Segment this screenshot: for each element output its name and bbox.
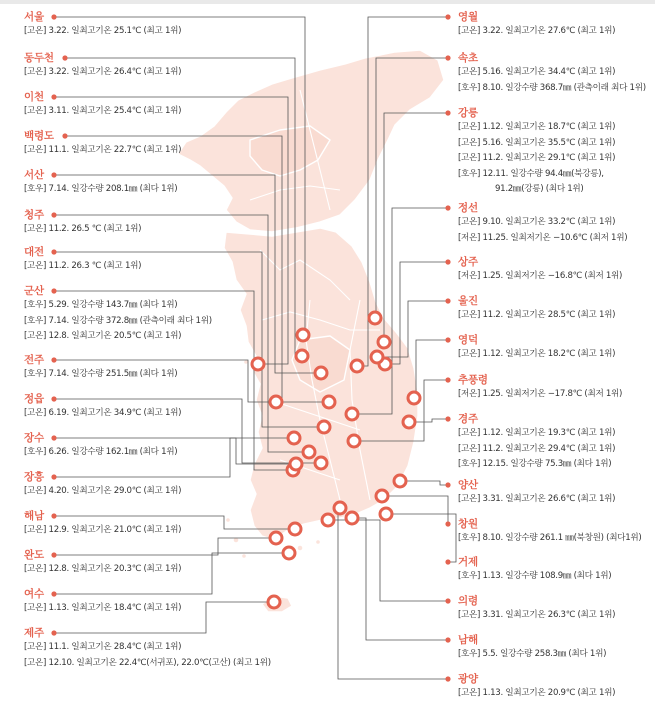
city-block-left-9: [24, 392, 181, 422]
city-block-left-3: [24, 129, 181, 159]
record-line: [호우] 8.10. 일강수량 368.7㎜ (관측이래 최다 1위): [458, 82, 646, 93]
city-block-left-2: [24, 90, 181, 120]
record-line: [고온] 11.1. 일최고기온 28.4℃ (최고 1위): [24, 642, 182, 652]
city-name: 해남: [24, 510, 44, 522]
city-location-ring: [296, 350, 308, 362]
record-line: [호우] 1.13. 일강수량 108.9㎜ (최다 1위): [458, 571, 612, 581]
city-name: 정선: [458, 202, 478, 214]
city-block-right-1: [458, 51, 646, 96]
record-line: [호우] 5.5. 일강수량 258.3㎜ (최다 1위): [458, 649, 607, 659]
city-name: 이천: [24, 91, 44, 103]
city-location-ring: [303, 446, 315, 458]
city-location-ring: [270, 396, 282, 408]
record-line: [고온] 3.31. 일최고기온 26.3℃ (최고 1위): [458, 610, 616, 620]
city-location-ring: [270, 532, 282, 544]
city-name: 군산: [24, 285, 44, 297]
city-location-ring: [371, 351, 383, 363]
label-marker: [445, 298, 450, 303]
city-location-ring: [346, 512, 358, 524]
city-name: 상주: [458, 256, 478, 268]
city-block-left-11: [24, 470, 181, 500]
record-line: [저온] 1.25. 일최저기온 −17.8℃ (최저 1위): [458, 389, 623, 399]
city-block-right-3: [458, 201, 627, 246]
city-name: 전주: [24, 354, 44, 366]
record-line: [고온] 1.12. 일최고기온 18.7℃ (최고 1위): [458, 122, 616, 132]
city-name: 동두천: [24, 52, 54, 64]
city-location-ring: [289, 523, 301, 535]
record-line: [호우] 8.10. 일강수량 261.1 ㎜(북창원) (최다1위): [458, 533, 642, 543]
city-location-ring: [315, 457, 327, 469]
record-line: [저온] 1.25. 일최저기온 −16.8℃ (최저 1위): [458, 271, 623, 281]
city-block-right-13: [458, 633, 606, 663]
city-block-left-7: [24, 284, 212, 345]
city-block-left-12: [24, 509, 181, 539]
city-location-ring: [323, 396, 335, 408]
city-name: 서울: [24, 11, 44, 23]
city-location-ring: [283, 547, 295, 559]
city-location-ring: [290, 458, 302, 470]
city-block-right-7: [458, 373, 622, 403]
city-name: 의령: [458, 595, 478, 607]
leader-line: [384, 113, 448, 342]
city-location-ring: [376, 490, 388, 502]
record-line: [고온] 1.13. 일최고기온 18.4℃ (최고 1위): [24, 603, 182, 613]
label-marker: [445, 14, 450, 19]
label-marker: [445, 482, 450, 487]
record-line: [고온] 12.9. 일최고기온 21.0℃ (최고 1위): [24, 525, 182, 535]
city-location-ring: [394, 475, 406, 487]
city-block-left-0: [24, 10, 181, 40]
city-location-ring: [380, 508, 392, 520]
city-location-ring: [408, 392, 420, 404]
city-block-right-11: [458, 555, 611, 585]
city-block-left-4: [24, 168, 177, 198]
city-name: 완도: [24, 549, 44, 561]
record-line: [고온] 3.22. 일최고기온 26.4℃ (최고 1위): [24, 67, 182, 77]
label-marker: [445, 337, 450, 342]
city-block-left-15: [24, 626, 271, 671]
record-line: [호우] 12.15. 일강수량 75.3㎜ (최다 1위): [458, 459, 612, 469]
city-block-left-5: [24, 208, 141, 238]
city-location-ring: [348, 435, 360, 447]
city-name: 속초: [458, 52, 478, 64]
label-marker: [445, 205, 450, 210]
label-marker: [445, 676, 450, 681]
city-location-ring: [318, 421, 330, 433]
record-line: [호우] 5.29. 일강수량 143.7㎜ (최다 1위): [24, 300, 178, 310]
record-line: [고온] 5.16. 일최고기온 34.4℃ (최고 1위): [458, 67, 616, 77]
leader-line: [352, 518, 448, 640]
record-line: [고온] 6.19. 일최고기온 34.9℃ (최고 1위): [24, 408, 182, 418]
city-name: 강릉: [458, 107, 478, 119]
record-line: [고온] 12.8. 일최고기온 20.5℃ (최고 1위): [24, 331, 182, 341]
record-line: [고온] 11.2. 26.3 ℃ (최고 1위): [24, 261, 142, 271]
city-block-right-14: [458, 672, 615, 702]
city-location-ring: [322, 514, 334, 526]
city-location-ring: [334, 502, 346, 514]
record-line: [고온] 1.13. 일최고기온 20.9℃ (최고 1위): [458, 688, 616, 698]
city-location-ring: [378, 336, 390, 348]
leader-line: [386, 514, 456, 562]
record-line: [고온] 12.10. 일최고기온 22.4℃(서귀포), 22.0℃(고산) (최고 1위): [24, 657, 271, 668]
label-marker: [445, 521, 450, 526]
record-line: [호우] 6.26. 일강수량 162.1㎜ (최다 1위): [24, 447, 178, 457]
city-location-ring: [403, 416, 415, 428]
city-block-right-9: [458, 478, 615, 508]
city-name: 추풍령: [458, 374, 488, 386]
leader-line: [414, 340, 448, 398]
city-name: 정읍: [24, 393, 44, 405]
city-block-right-2: [458, 106, 615, 198]
label-marker: [445, 377, 450, 382]
record-line: [고온] 11.2. 일최고기온 28.5℃ (최고 1위): [458, 310, 616, 320]
city-block-right-6: [458, 333, 615, 363]
city-block-right-4: [458, 255, 622, 285]
city-block-left-14: [24, 587, 181, 617]
record-line: [호우] 12.11. 일강수량 94.4㎜(북강릉),: [458, 168, 604, 179]
record-line: [고온] 11.1. 일최고기온 22.7℃ (최고 1위): [24, 145, 182, 155]
leader-line: [338, 508, 448, 679]
label-marker: [445, 110, 450, 115]
city-block-right-12: [458, 594, 615, 624]
city-block-right-0: [458, 10, 615, 40]
record-line: [고온] 1.12. 일최고기온 18.2℃ (최고 1위): [458, 349, 616, 359]
record-line: [고온] 11.2. 일최고기온 29.1℃ (최고 1위): [458, 153, 616, 163]
city-name: 장수: [24, 432, 44, 444]
city-name: 양산: [458, 479, 478, 491]
city-name: 남해: [458, 634, 478, 646]
label-marker: [445, 559, 450, 564]
record-line: [고온] 1.12. 일최고기온 19.3℃ (최고 1위): [458, 428, 616, 438]
label-marker: [445, 637, 450, 642]
city-location-ring: [297, 329, 309, 341]
record-line: [호우] 7.14. 일강수량 251.5㎜ (최다 1위): [24, 369, 178, 379]
record-line: [고온] 4.20. 일최고기온 29.0℃ (최고 1위): [24, 486, 182, 496]
record-line: [고온] 3.31. 일최고기온 26.6℃ (최고 1위): [458, 494, 616, 504]
record-line: [고온] 11.2. 일최고기온 29.4℃ (최고 1위): [458, 443, 616, 454]
city-name: 서산: [24, 169, 44, 181]
label-marker: [445, 259, 450, 264]
city-block-left-13: [24, 548, 181, 578]
record-line: [고온] 5.16. 일최고기온 35.5℃ (최고 1위): [458, 137, 616, 148]
leader-line: [328, 520, 448, 601]
city-name: 거제: [458, 556, 478, 568]
record-line: [고온] 3.11. 일최고기온 25.4℃ (최고 1위): [24, 106, 182, 116]
city-block-left-6: [24, 245, 141, 275]
label-marker: [445, 55, 450, 60]
city-name: 광양: [458, 673, 478, 685]
city-location-ring: [315, 367, 327, 379]
city-name: 영덕: [458, 334, 478, 346]
city-location-ring: [346, 408, 358, 420]
record-line: [고온] 11.2. 26.5 ℃ (최고 1위): [24, 224, 142, 234]
city-name: 여수: [24, 588, 44, 600]
record-line: [고온] 9.10. 일최고기온 33.2℃ (최고 1위): [458, 217, 616, 227]
city-name: 제주: [24, 627, 44, 639]
city-block-right-5: [458, 294, 615, 324]
city-block-left-10: [24, 431, 177, 461]
record-line: [고온] 3.22. 일최고기온 27.6℃ (최고 1위): [458, 26, 616, 36]
record-line: [호우] 7.14. 일강수량 372.8㎜ (관측이래 최다 1위): [24, 315, 212, 326]
record-line: [저온] 11.25. 일최저기온 −10.6℃ (최저 1위): [458, 232, 628, 243]
city-name: 울진: [458, 295, 478, 307]
city-block-right-10: [458, 517, 641, 547]
city-location-ring: [268, 596, 280, 608]
city-name: 대전: [24, 246, 44, 258]
record-line: 91.2㎜(강릉) (최다 1위): [495, 184, 584, 194]
city-location-ring: [288, 432, 300, 444]
record-line: [고온] 12.8. 일최고기온 20.3℃ (최고 1위): [24, 564, 182, 574]
city-name: 청주: [24, 209, 44, 221]
city-location-ring: [351, 360, 363, 372]
city-block-left-1: [24, 51, 181, 81]
label-marker: [445, 598, 450, 603]
city-name: 창원: [458, 518, 478, 530]
record-line: [호우] 7.14. 일강수량 208.1㎜ (최다 1위): [24, 184, 178, 194]
city-location-ring: [369, 312, 381, 324]
city-block-right-8: [458, 412, 615, 473]
city-block-left-8: [24, 353, 177, 383]
city-name: 경주: [458, 413, 478, 425]
record-line: [고온] 3.22. 일최고기온 25.1℃ (최고 1위): [24, 26, 182, 36]
city-name: 백령도: [24, 130, 54, 142]
label-marker: [445, 416, 450, 421]
city-name: 장흥: [24, 471, 44, 483]
city-location-ring: [252, 358, 264, 370]
city-name: 영월: [458, 11, 478, 23]
